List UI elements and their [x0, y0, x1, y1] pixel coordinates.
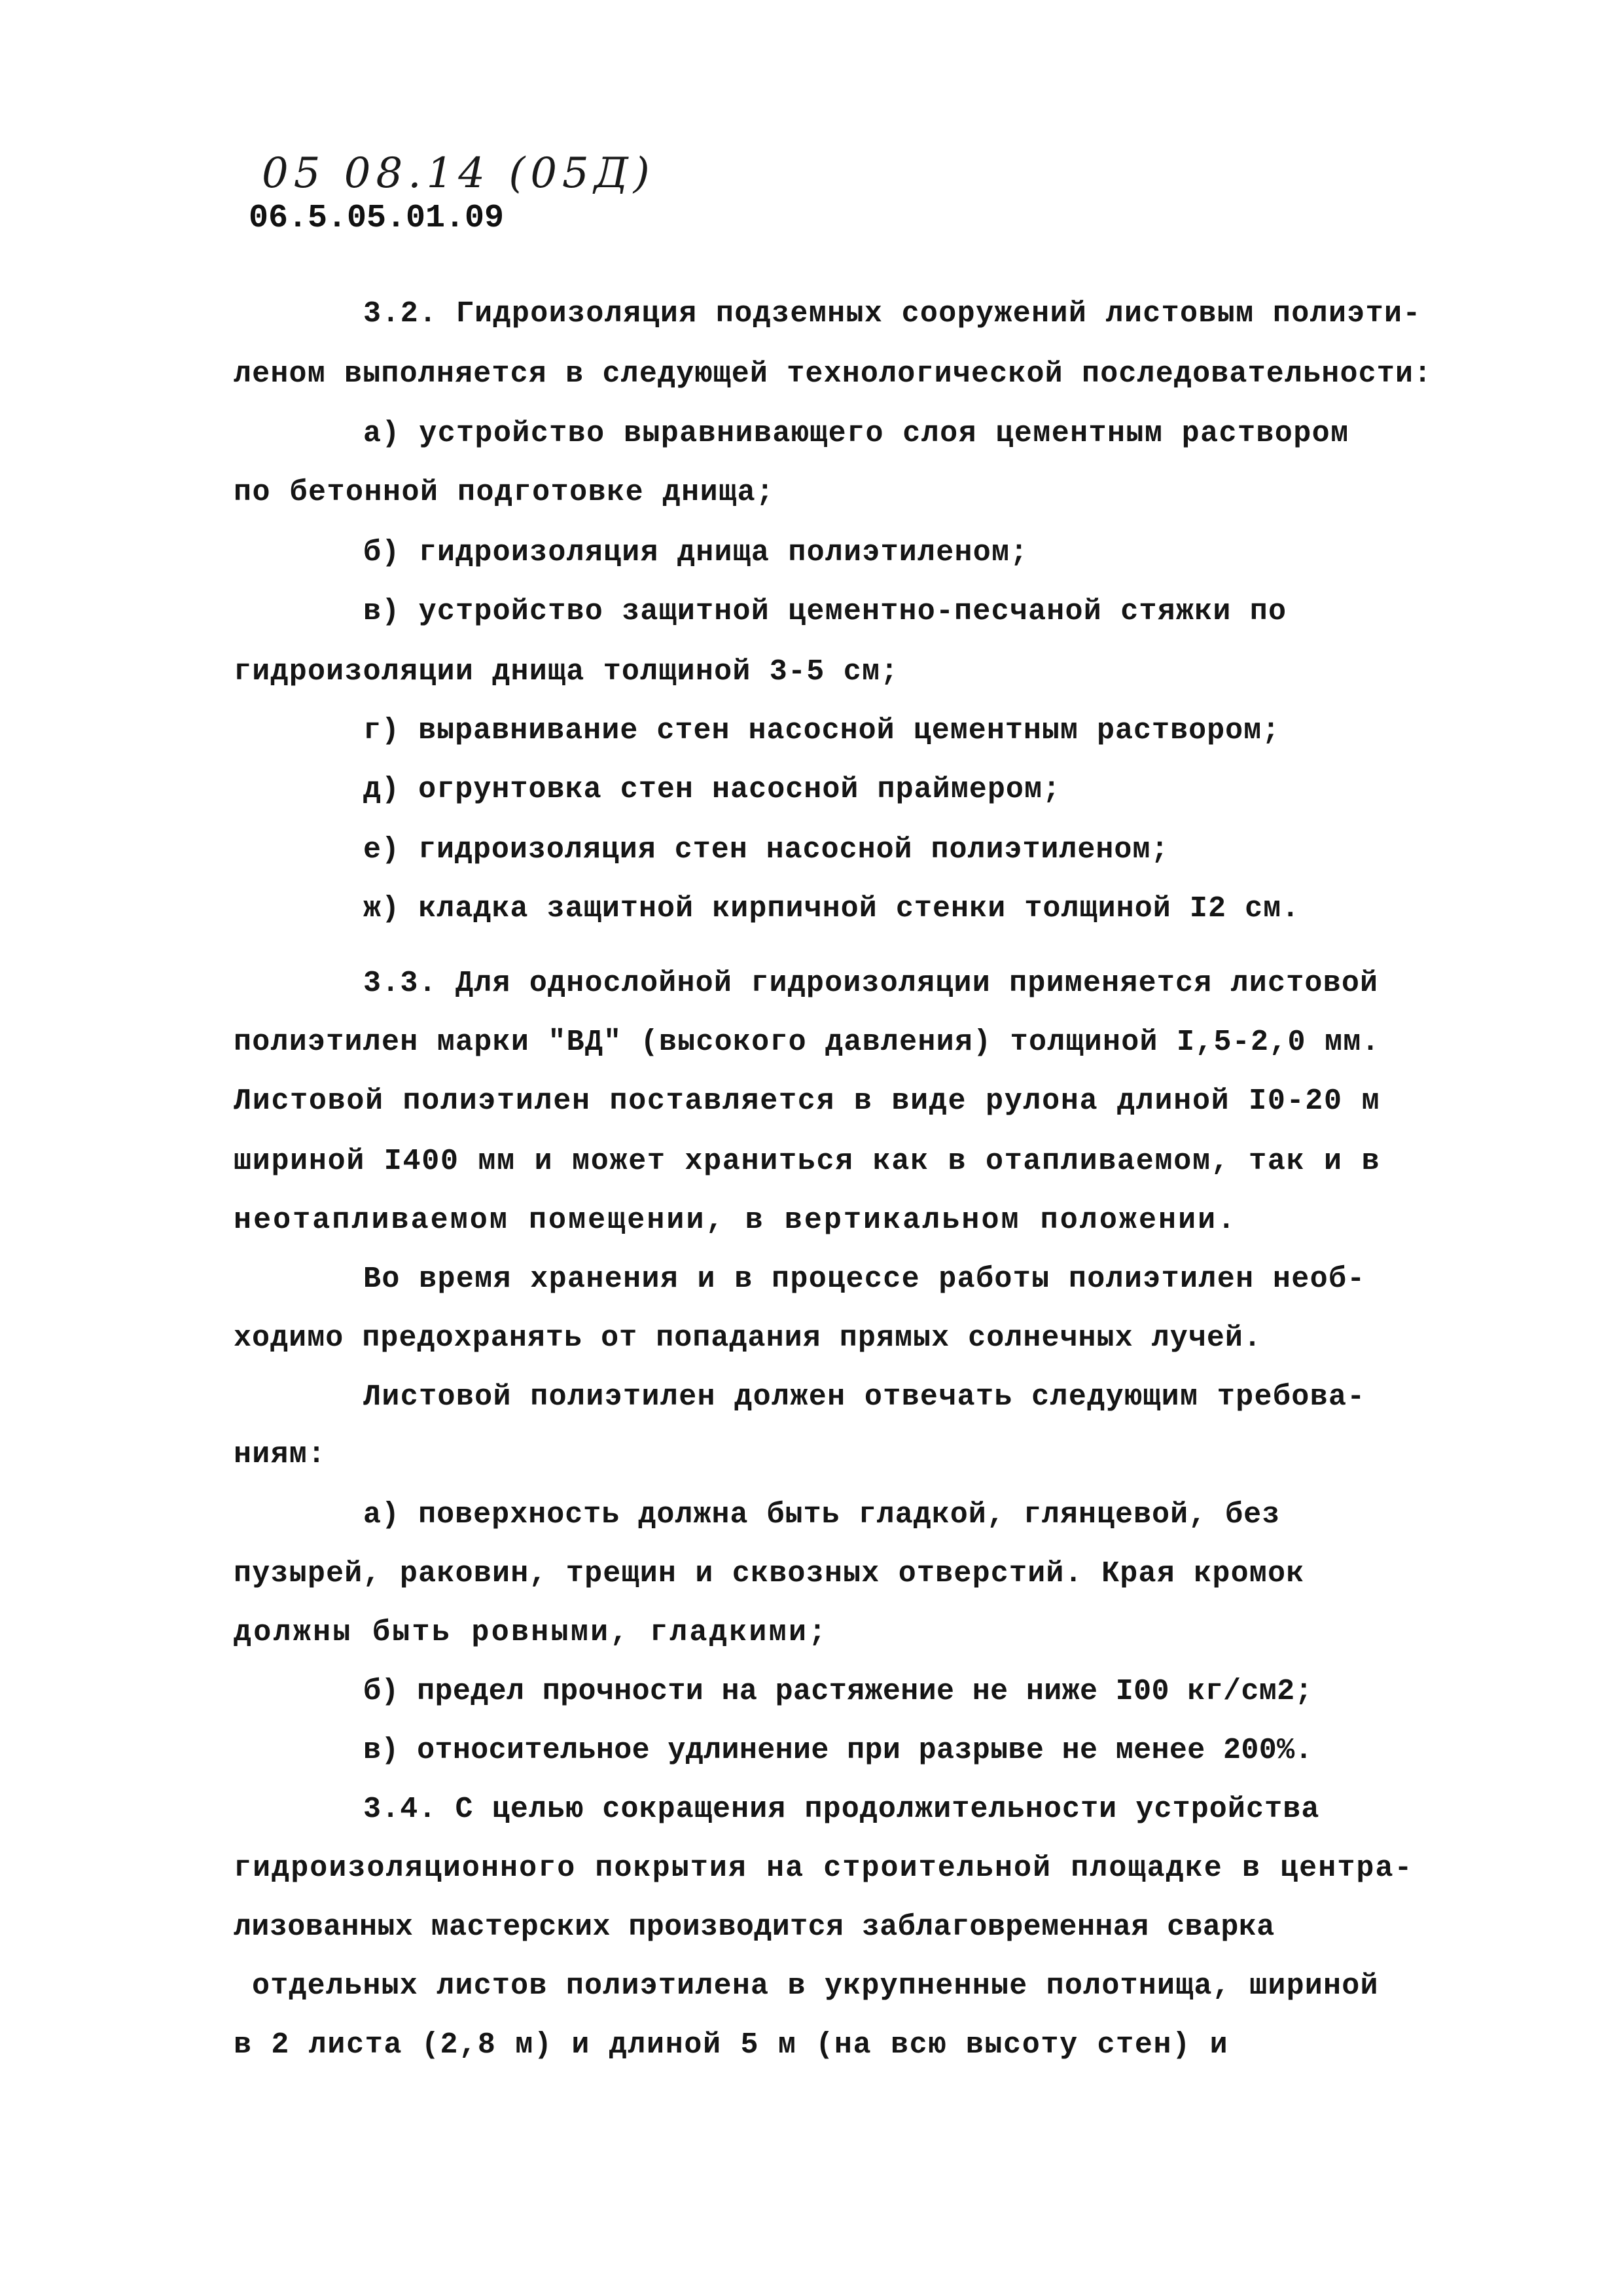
text-line: ж) кладка защитной кирпичной стенки толщиной I2 см. — [363, 892, 1300, 925]
text-line: в 2 листа (2,8 м) и длиной 5 м (на всю высоту стен) и — [234, 2028, 1229, 2062]
text-line: а) устройство выравнивающего слоя цементным раствором — [363, 417, 1349, 450]
text-line: отдельных листов полиэтилена в укрупненные полотнища, шириной — [252, 1969, 1379, 2003]
text-line: д) огрунтовка стен насосной праймером; — [363, 773, 1061, 806]
text-line: шириной I400 мм и может храниться как в отапливаемом, так и в — [234, 1145, 1381, 1178]
text-line: Листовой полиэтилен должен отвечать следующим требова- — [363, 1380, 1366, 1414]
text-line: ходимо предохранять от попадания прямых солнечных лучей. — [234, 1321, 1262, 1355]
text-line: б) гидроизоляция днища полиэтиленом; — [363, 536, 1029, 569]
handwritten-code: 05 08.14 (05Д) — [262, 149, 655, 198]
text-line: должны быть ровными, гладкими; — [234, 1616, 829, 1649]
text-line: в) устройство защитной цементно-песчаной стяжки по — [363, 595, 1287, 628]
text-line: е) гидроизоляция стен насосной полиэтиленом; — [363, 833, 1169, 867]
text-line: лизованных мастерских производится заблаговременная сварка — [234, 1910, 1275, 1944]
text-line: леном выполняется в следующей технологической последовательности: — [234, 357, 1433, 391]
text-line: 3.3. Для однослойной гидроизоляции применяется листовой — [363, 967, 1379, 1000]
text-line: Листовой полиэтилен поставляется в виде рулона длиной I0-20 м — [234, 1085, 1381, 1118]
text-line: по бетонной подготовке днища; — [234, 476, 775, 509]
text-line: в) относительное удлинение при разрыве не менее 200%. — [363, 1734, 1313, 1767]
text-line: неотапливаемом помещении, в вертикальном положении. — [234, 1204, 1238, 1237]
text-line: ниям: — [234, 1438, 327, 1471]
text-line: полиэтилен марки "ВД" (высокого давления) толщиной I,5-2,0 мм. — [234, 1026, 1380, 1059]
text-line: пузырей, раковин, трещин и сквозных отверстий. Края кромок — [234, 1557, 1305, 1590]
document-code: 06.5.05.01.09 — [249, 200, 505, 237]
text-line: гидроизоляции днища толщиной 3-5 см; — [234, 655, 899, 689]
text-line: а) поверхность должна быть гладкой, глянцевой, без — [363, 1498, 1281, 1532]
text-line: б) предел прочности на растяжение не ниже I00 кг/см2; — [363, 1675, 1313, 1708]
text-line: 3.2. Гидроизоляция подземных сооружений листовым полиэти- — [363, 297, 1421, 331]
text-line: гидроизоляционного покрытия на строительной площадке в центра- — [234, 1852, 1414, 1885]
text-line: Во время хранения и в процессе работы полиэтилен необ- — [363, 1263, 1366, 1296]
text-line: 3.4. С целью сокращения продолжительности устройства — [363, 1793, 1320, 1826]
text-line: г) выравнивание стен насосной цементным раствором; — [363, 714, 1281, 747]
